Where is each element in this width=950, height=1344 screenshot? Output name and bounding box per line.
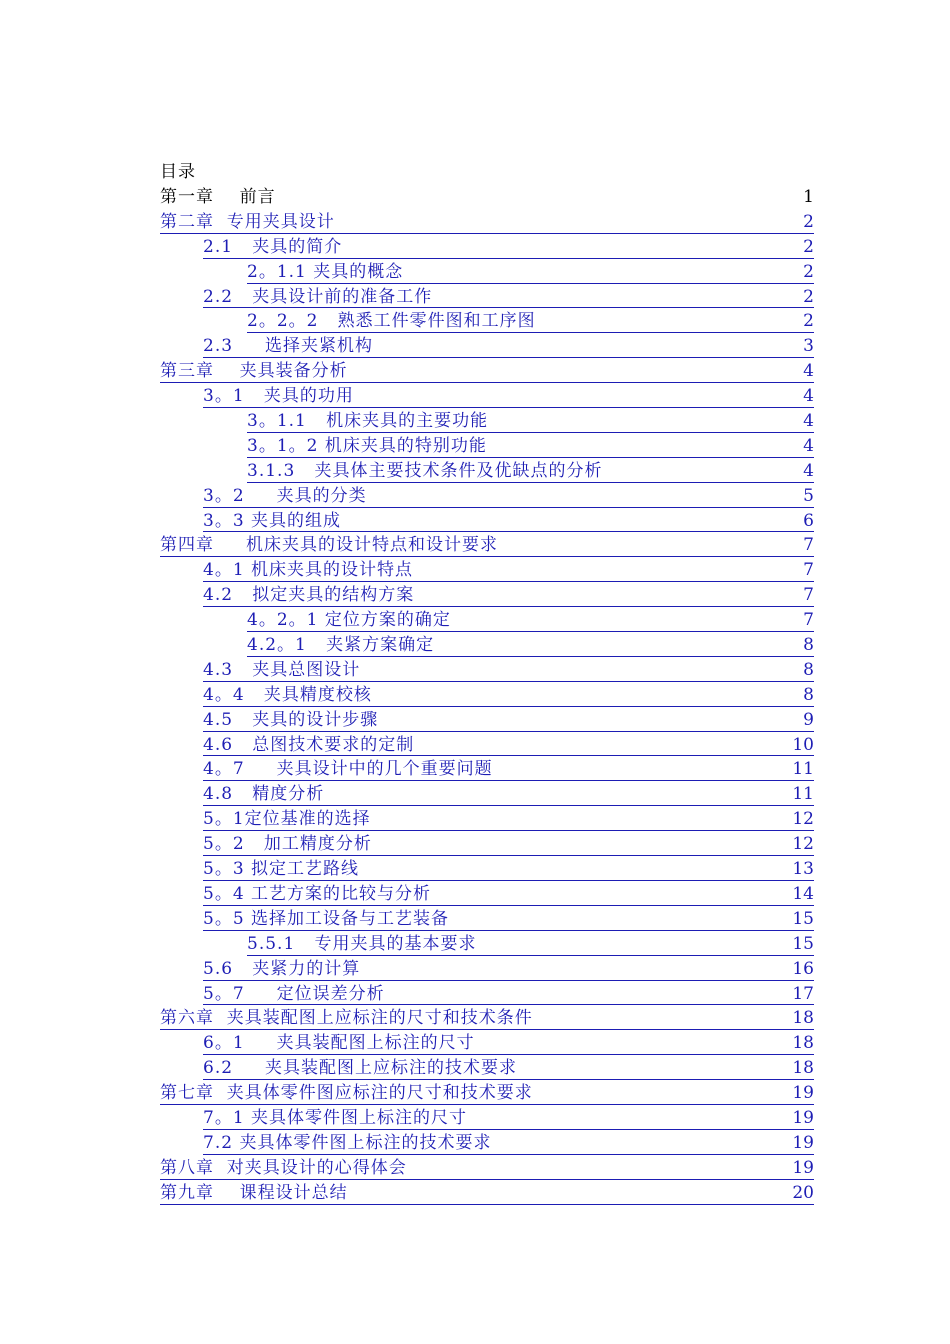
toc-entry-title: 4.6 总图技术要求的定制 <box>203 734 415 755</box>
toc-entry-page-number: 11 <box>792 784 814 805</box>
toc-entry-page-number: 19 <box>792 1083 814 1104</box>
toc-entry[interactable] <box>0 434 950 459</box>
toc-entry[interactable] <box>0 608 950 633</box>
toc-entry[interactable] <box>0 459 950 484</box>
toc-entry-page-number: 2 <box>803 211 814 232</box>
toc-entry-page-number: 4 <box>803 361 814 382</box>
toc-entry-title: 5.5.1 专用夹具的基本要求 <box>247 933 477 954</box>
toc-entry-page-number: 10 <box>792 734 814 755</box>
toc-entry-page-number: 2 <box>803 311 814 332</box>
toc-entry-title: 7.2 夹具体零件图上标注的技术要求 <box>203 1132 492 1153</box>
toc-entry-title: 5。1定位基准的选择 <box>203 809 371 830</box>
toc-entry-title: 3。3 夹具的组成 <box>203 510 342 531</box>
toc-entry[interactable] <box>0 708 950 733</box>
toc-entry-page-number: 19 <box>792 1132 814 1153</box>
toc-entry-page-number: 2 <box>803 261 814 282</box>
toc-entry-title: 5。3 拟定工艺路线 <box>203 859 360 880</box>
toc-entry-title: 3。1 夹具的功用 <box>203 386 354 407</box>
toc-entry-page-number: 4 <box>803 435 814 456</box>
toc-entry[interactable] <box>0 409 950 434</box>
toc-entry[interactable] <box>0 359 950 384</box>
toc-entry-page-number: 4 <box>803 411 814 432</box>
toc-entry-page-number: 18 <box>792 1033 814 1054</box>
toc-entry[interactable] <box>0 384 950 409</box>
toc-entry[interactable] <box>0 334 950 359</box>
toc-entry[interactable] <box>0 309 950 334</box>
toc-entry-title: 4。4 夹具精度校核 <box>203 684 372 705</box>
toc-entry-page-number: 15 <box>792 933 814 954</box>
toc-entry-title: 5.6 夹紧力的计算 <box>203 958 361 979</box>
toc-entry[interactable] <box>0 533 950 558</box>
toc-entry[interactable] <box>0 807 950 832</box>
toc-entry <box>0 185 950 210</box>
toc-entry[interactable] <box>0 1181 950 1206</box>
toc-entry-title: 2.3 选择夹紧机构 <box>203 336 374 357</box>
toc-entry-page-number: 15 <box>792 908 814 929</box>
toc-entry-page-number: 2 <box>803 236 814 257</box>
toc-entry-title: 4。7 夹具设计中的几个重要问题 <box>203 759 493 780</box>
toc-entry-page-number: 8 <box>803 635 814 656</box>
toc-entry-page-number: 8 <box>803 659 814 680</box>
toc-entry-title: 5。5 选择加工设备与工艺装备 <box>203 908 450 929</box>
table-of-contents <box>0 185 950 1206</box>
toc-entry[interactable] <box>0 558 950 583</box>
toc-entry[interactable] <box>0 484 950 509</box>
toc-entry-page-number: 7 <box>803 535 814 556</box>
toc-entry-title: 3。2 夹具的分类 <box>203 485 367 506</box>
toc-entry[interactable] <box>0 509 950 534</box>
toc-entry-page-number: 4 <box>803 386 814 407</box>
toc-entry[interactable] <box>0 683 950 708</box>
toc-entry-title: 第七章 夹具体零件图应标注的尺寸和技术要求 <box>160 1083 533 1104</box>
toc-entry[interactable] <box>0 583 950 608</box>
toc-entry-title: 第一章 前言 <box>160 187 276 207</box>
toc-entry-title: 4。1 机床夹具的设计特点 <box>203 560 414 581</box>
toc-entry-title: 4.8 精度分析 <box>203 784 325 805</box>
toc-entry[interactable] <box>0 235 950 260</box>
toc-entry[interactable] <box>0 1056 950 1081</box>
toc-entry-title: 2。2。2 熟悉工件零件图和工序图 <box>247 311 536 332</box>
toc-entry-title: 第八章 对夹具设计的心得体会 <box>160 1157 407 1178</box>
toc-entry-page-number: 1 <box>803 187 814 207</box>
toc-entry-page-number: 20 <box>792 1182 814 1203</box>
toc-entry-page-number: 3 <box>803 336 814 357</box>
toc-entry-title: 第三章 夹具装备分析 <box>160 361 348 382</box>
toc-entry-title: 6.2 夹具装配图上应标注的技术要求 <box>203 1058 518 1079</box>
toc-entry[interactable] <box>0 882 950 907</box>
toc-entry-page-number: 12 <box>792 809 814 830</box>
toc-entry[interactable] <box>0 907 950 932</box>
toc-entry-page-number: 9 <box>803 709 814 730</box>
toc-entry-title: 第六章 夹具装配图上应标注的尺寸和技术条件 <box>160 1008 533 1029</box>
toc-entry-page-number: 19 <box>792 1107 814 1128</box>
toc-entry[interactable] <box>0 733 950 758</box>
toc-entry-page-number: 18 <box>792 1058 814 1079</box>
toc-entry[interactable] <box>0 832 950 857</box>
toc-entry-title: 第二章 专用夹具设计 <box>160 211 335 232</box>
toc-entry-page-number: 14 <box>792 883 814 904</box>
toc-entry-title: 4.3 夹具总图设计 <box>203 659 361 680</box>
toc-entry[interactable] <box>0 1081 950 1106</box>
toc-entry[interactable] <box>0 1031 950 1056</box>
toc-entry[interactable] <box>0 1106 950 1131</box>
toc-entry-page-number: 8 <box>803 684 814 705</box>
toc-heading: 目录 <box>160 162 196 182</box>
toc-entry[interactable] <box>0 857 950 882</box>
toc-entry-title: 第九章 课程设计总结 <box>160 1182 348 1203</box>
toc-entry[interactable] <box>0 658 950 683</box>
toc-entry[interactable] <box>0 633 950 658</box>
toc-entry[interactable] <box>0 782 950 807</box>
toc-entry-title: 7。1 夹具体零件图上标注的尺寸 <box>203 1107 468 1128</box>
toc-entry[interactable] <box>0 932 950 957</box>
toc-entry-title: 2.2 夹具设计前的准备工作 <box>203 286 433 307</box>
toc-entry[interactable] <box>0 757 950 782</box>
toc-entry-title: 第四章 机床夹具的设计特点和设计要求 <box>160 535 499 556</box>
toc-entry[interactable] <box>0 982 950 1007</box>
toc-entry-page-number: 7 <box>803 610 814 631</box>
toc-entry-title: 2.1 夹具的简介 <box>203 236 343 257</box>
toc-entry-title: 2。1.1 夹具的概念 <box>247 261 404 282</box>
toc-entry-page-number: 19 <box>792 1157 814 1178</box>
toc-entry-page-number: 11 <box>792 759 814 780</box>
toc-entry-page-number: 2 <box>803 286 814 307</box>
toc-entry[interactable] <box>0 210 950 235</box>
toc-entry-title: 4。2。1 定位方案的确定 <box>247 610 451 631</box>
toc-entry-page-number: 5 <box>803 485 814 506</box>
toc-entry[interactable] <box>0 260 950 285</box>
toc-entry[interactable] <box>0 285 950 310</box>
toc-entry-title: 3。1.1 机床夹具的主要功能 <box>247 411 489 432</box>
toc-entry-page-number: 4 <box>803 460 814 481</box>
toc-entry-title: 3.1.3 夹具体主要技术条件及优缺点的分析 <box>247 460 603 481</box>
toc-entry-page-number: 17 <box>792 983 814 1004</box>
toc-entry-title: 4.5 夹具的设计步骤 <box>203 709 379 730</box>
toc-entry[interactable] <box>0 1156 950 1181</box>
toc-entry-page-number: 13 <box>792 859 814 880</box>
toc-entry-title: 4.2。1 夹紧方案确定 <box>247 635 435 656</box>
toc-entry[interactable] <box>0 1006 950 1031</box>
toc-entry-title: 6。1 夹具装配图上标注的尺寸 <box>203 1033 475 1054</box>
toc-entry-page-number: 7 <box>803 560 814 581</box>
toc-entry-page-number: 6 <box>803 510 814 531</box>
toc-entry-page-number: 7 <box>803 585 814 606</box>
toc-entry[interactable] <box>0 1131 950 1156</box>
toc-entry-title: 4.2 拟定夹具的结构方案 <box>203 585 415 606</box>
toc-entry-page-number: 16 <box>792 958 814 979</box>
toc-entry-title: 5。4 工艺方案的比较与分析 <box>203 883 432 904</box>
toc-entry-page-number: 18 <box>792 1008 814 1029</box>
toc-entry-title: 5。7 定位误差分析 <box>203 983 385 1004</box>
toc-entry[interactable] <box>0 957 950 982</box>
toc-entry-page-number: 12 <box>792 834 814 855</box>
toc-entry-title: 5。2 加工精度分析 <box>203 834 372 855</box>
toc-entry-title: 3。1。2 机床夹具的特别功能 <box>247 435 487 456</box>
